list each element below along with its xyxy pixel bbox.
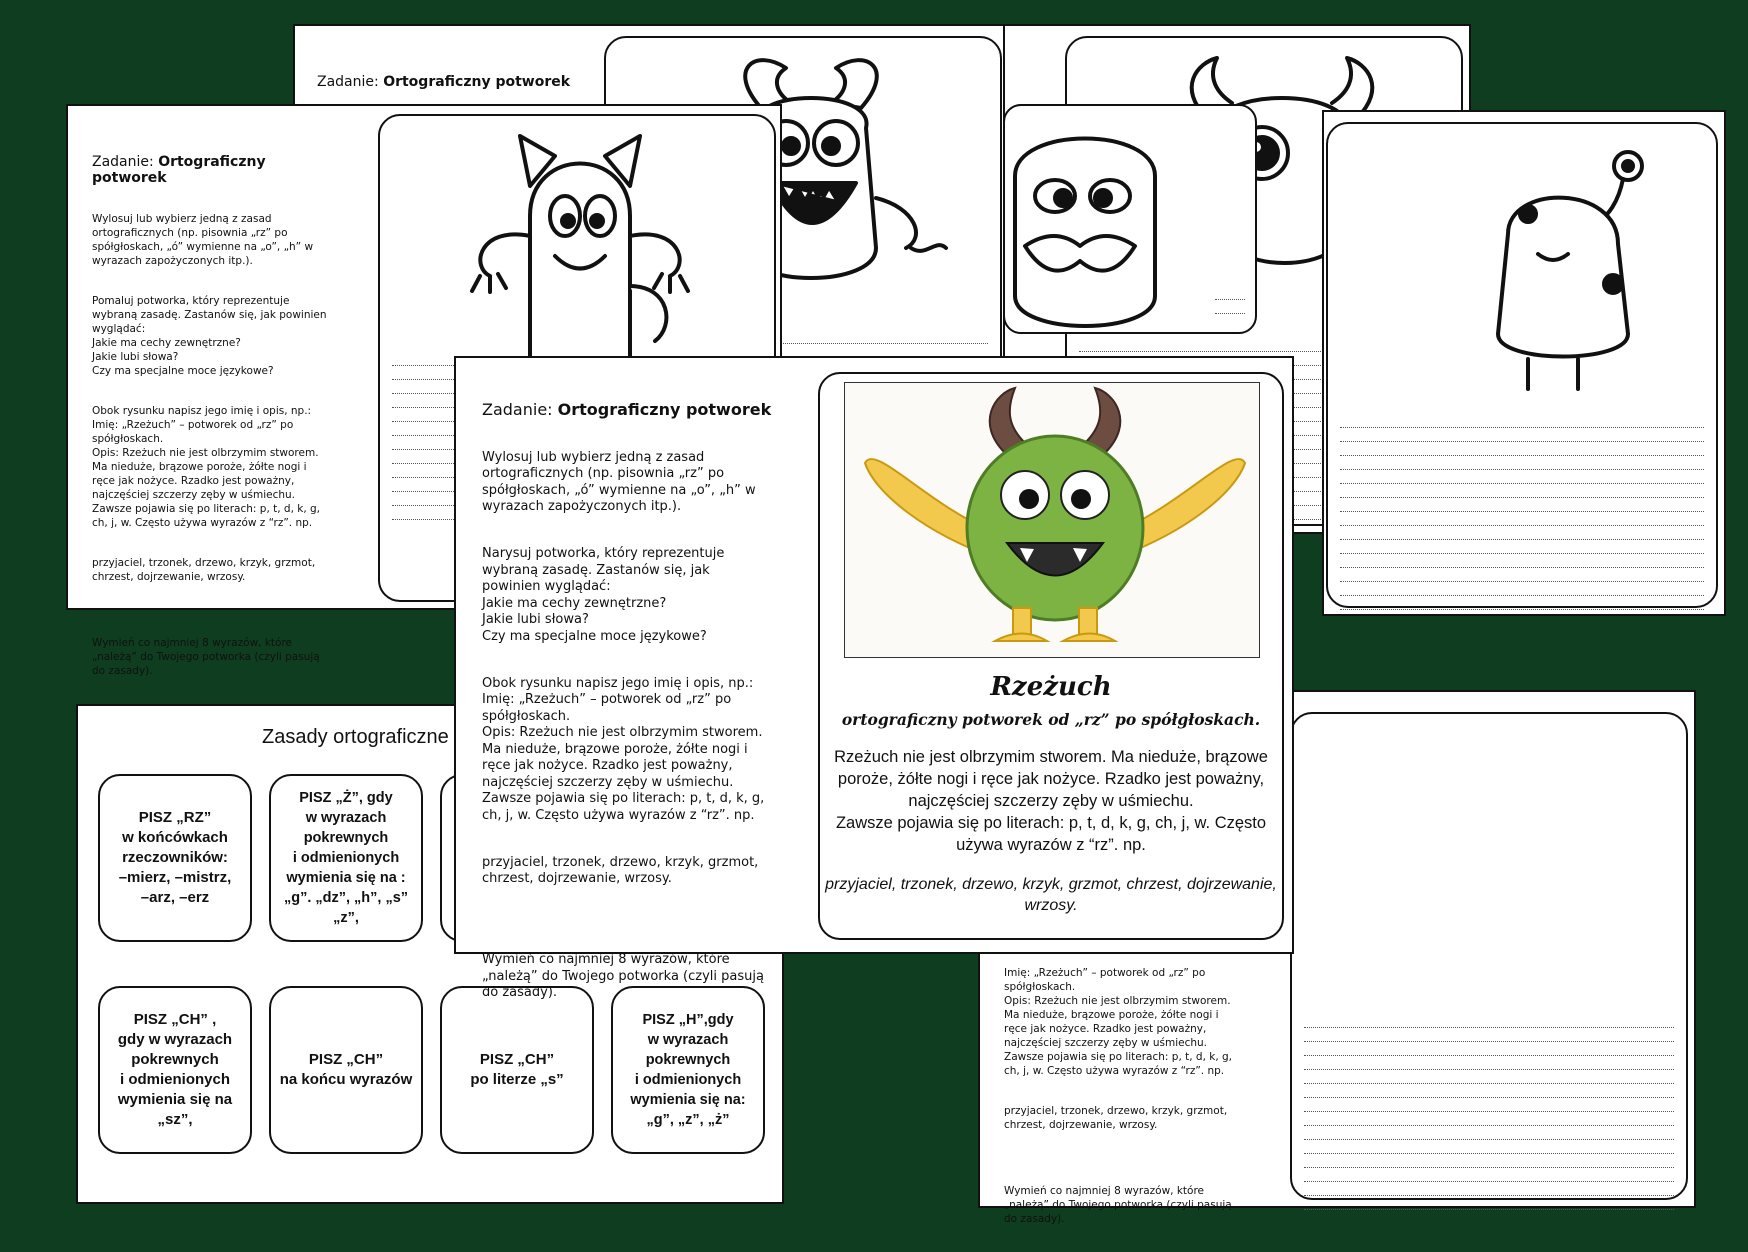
rule-card-6: PISZ „CH” na końcu wyrazów bbox=[269, 986, 423, 1154]
monster-subtitle: ortograficzny potworek od „rz” po spółgłoskach. bbox=[841, 710, 1261, 729]
instructions-text: Wylosuj lub wybierz jedną z zasad ortograficznych (np. pisownia „rz” po spółgłoskach, „ó” wymienne na „o”, „h” w wyrazach zapożyczonych itp.). Narysuj potworka, który reprezentuje wybraną zasadę. Zastanów się, jak powinien wyglądać: Jakie ma cechy zewnętrzne? Jakie lubi słowa? Czy ma specjalne moce językowe? Obok rysunku napisz jego imię i opis, np.: Imię: „Rzeżuch” – potworek od „rz” po spółgłoskach. Opis: Rzeżuch nie jest olbrzymim stworem. Ma nieduże, brązowe poroże, żółte nogi i ręce jak nożyce. Rzadko jest poważny, najczęściej szczerzy zęby w uśmiechu. Zawsze pojawia się po literach: p, t, d, k, g, ch, j, w. Często używa wyrazów z “rz”. np. przyjaciel, trzonek, drzewo, krzyk, grzmot, chrzest, dojrzewanie, wrzosy. Wymień co najmniej 8 wyrazów, które „należą” do Twojego potworka (czyli pasują do zasady). bbox=[482, 449, 765, 1000]
example-monster-card bbox=[818, 372, 1284, 940]
worksheet-example-front bbox=[454, 356, 1294, 1000]
mustache-monster-drawing bbox=[1005, 116, 1185, 336]
spotted-monster-drawing bbox=[1468, 144, 1678, 384]
writing-lines bbox=[1215, 286, 1245, 314]
drawing-card bbox=[1326, 122, 1718, 608]
monster-illustration-frame bbox=[844, 382, 1260, 658]
worksheet-back-right-b bbox=[1322, 110, 1726, 616]
writing-lines bbox=[1340, 414, 1704, 610]
rzezuch-monster-illustration bbox=[845, 383, 1259, 657]
rule-card-8: PISZ „H”,gdy w wyrazach pokrewnych i odmienionych wymienia się na: „g”, „z”, „ż” bbox=[611, 986, 765, 1154]
task-title: Zadanie: Ortograficzny potworek bbox=[482, 400, 772, 419]
monster-name: Rzeżuch bbox=[990, 672, 1112, 702]
instructions-text: Wylosuj lub wybierz jedną z zasad ortograficznych (np. pisownia „rz” po spółgłoskach, „ó” wymienne na „o”, „h” w wyrazach zapożyczonych itp.). Pomaluj potworka, który reprezentuje wybraną zasadę. Zastanów się, jak powinien wyglądać: Jakie ma cechy zewnętrzne? Jakie lubi słowa? Czy ma specjalne moce językowe? Obok rysunku napisz jego imię i opis, np.: Imię: „Rzeżuch” – potworek od „rz” po spółgłoskach. Opis: Rzeżuch nie jest olbrzymim stworem. Ma nieduże, brązowe poroże, żółte nogi i ręce jak nożyce. Rzadko jest poważny, najczęściej szczerzy zęby w uśmiechu. Zawsze pojawia się po literach: p, t, d, k, g, ch, j, w. Często używa wyrazów z “rz”. np. przyjaciel, trzonek, drzewo, krzyk, grzmot, chrzest, dojrzewanie, wrzosy. Wymień co najmniej 8 wyrazów, które „należą” do Twojego potworka (czyli pasują do zasady). bbox=[92, 213, 327, 677]
monster-example-words: przyjaciel, trzonek, drzewo, krzyk, grzmot, chrzest, dojrzewanie, wrzosy. bbox=[825, 876, 1277, 914]
task-title: Zadanie: Ortograficzny potworek bbox=[317, 74, 571, 90]
drawing-card bbox=[1290, 712, 1688, 1200]
instructions-text: Imię: „Rzeżuch” – potworek od „rz” po spółgłoskach. Opis: Rzeżuch nie jest olbrzymim stworem. Ma nieduże, brązowe poroże, żółte nogi i ręce jak nożyce. Rzadko jest poważny, najczęściej szczerzy zęby w uśmiechu. Zawsze pojawia się po literach: p, t, d, k, g, ch, j, w. Często używa wyrazów z “rz”. np. przyjaciel, trzonek, drzewo, krzyk, grzmot, chrzest, dojrzewanie, wrzosy. Wymień co najmniej 8 wyrazów, które „należą” do Twojego potworka (czyli pasują do zasady). bbox=[1004, 967, 1233, 1225]
tall-monster-drawing bbox=[440, 126, 720, 356]
rule-card-1: PISZ „RZ” w końcówkach rzeczowników: –mierz, –mistrz, –arz, –erz bbox=[98, 774, 252, 942]
rule-card-2: PISZ „Ż”, gdy w wyrazach pokrewnych i odmienionych wymienia się na : „g”. „dz”, „h”, „s” „z”, bbox=[269, 774, 423, 942]
writing-lines bbox=[1304, 1014, 1674, 1210]
rule-card-5: PISZ „CH” , gdy w wyrazach pokrewnych i odmienionych wymienia się na „sz”, bbox=[98, 986, 252, 1154]
rule-card-7: PISZ „CH” po literze „s” bbox=[440, 986, 594, 1154]
task-title: Zadanie: Ortograficzny potworek bbox=[92, 154, 266, 186]
rules-title: Zasady ortograficzne bbox=[262, 726, 449, 748]
drawing-card-small bbox=[1003, 104, 1257, 334]
monster-description: Rzeżuch nie jest olbrzymim stworem. Ma nieduże, brązowe poroże, żółte nogi i ręce jak nożyce. Rzadko jest poważny, najczęściej szczerzy zęby w uśmiechu. Zawsze pojawia się po literach: p, t, d, k, g, ch, j, w. Często używa wyrazów z “rz”. np. bbox=[834, 748, 1268, 854]
